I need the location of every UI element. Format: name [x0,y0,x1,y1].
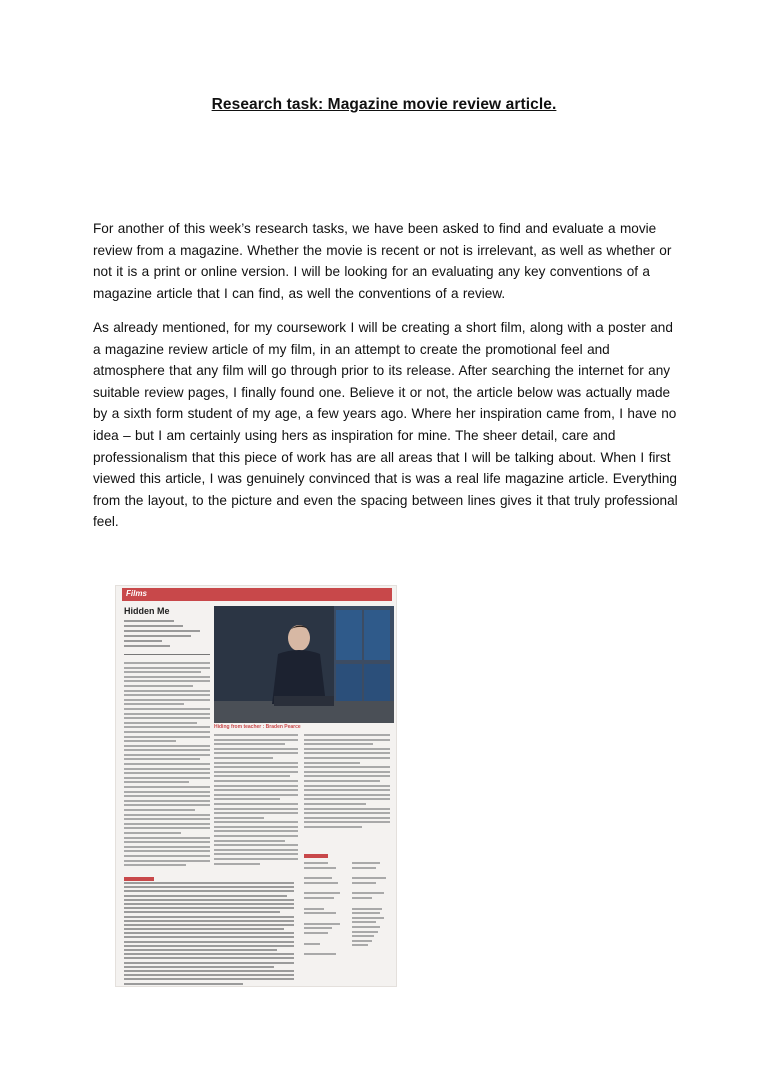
magazine-synopsis [124,882,294,986]
paragraph-intro: For another of this week’s research tasks, we have been asked to find and evaluate a movie review from a magazine. Whether the movie is recent or not is irrelevant, as well as whether or not it is a print or online version. I will be looking for an evaluating any key conventions of a magazine article that I can find, as well the conventions of a review. [93,221,672,301]
magazine-article-image [116,586,396,986]
magazine-credits-names [352,862,392,949]
magazine-heading: Hidden Me [124,606,170,616]
magazine-column-1 [124,662,210,869]
magazine-film-still [214,606,394,723]
magazine-photo-caption: Hiding from teacher : Braden Pearce [214,724,301,730]
magazine-divider [124,654,210,655]
magazine-column-2 [214,734,298,867]
magazine-column-3 [304,734,390,830]
magazine-credits-label [304,854,328,858]
magazine-credits-roles [304,862,344,958]
magazine-section-banner [122,588,392,601]
magazine-section-label: Films [126,589,147,598]
magazine-synopsis-label [124,877,154,881]
film-still-illustration [214,606,394,723]
page-title: Research task: Magazine movie review article. [211,96,557,113]
magazine-film-details [124,620,208,650]
paragraph-coursework: As already mentioned, for my coursework I will be creating a short film, along with a poster and a magazine review article of my film, in an attempt to create the promotional feel and atmosphere that any film will go through prior to its release. After searching the internet for any suitable review pages, I finally found one. Believe it or not, the article below was actually made by a sixth form student of my age, a few years ago. Where her inspiration came from, I have no idea – but I am certainly using hers as inspiration for mine. The sheer detail, care and professionalism that this piece of work has are all areas that I will be talking about. When I first viewed this article, I was genuinely convinced that is was a real life magazine article. Everything from the layout, to the picture and even the spacing between lines gives it that truly professional feel. [93,320,678,530]
